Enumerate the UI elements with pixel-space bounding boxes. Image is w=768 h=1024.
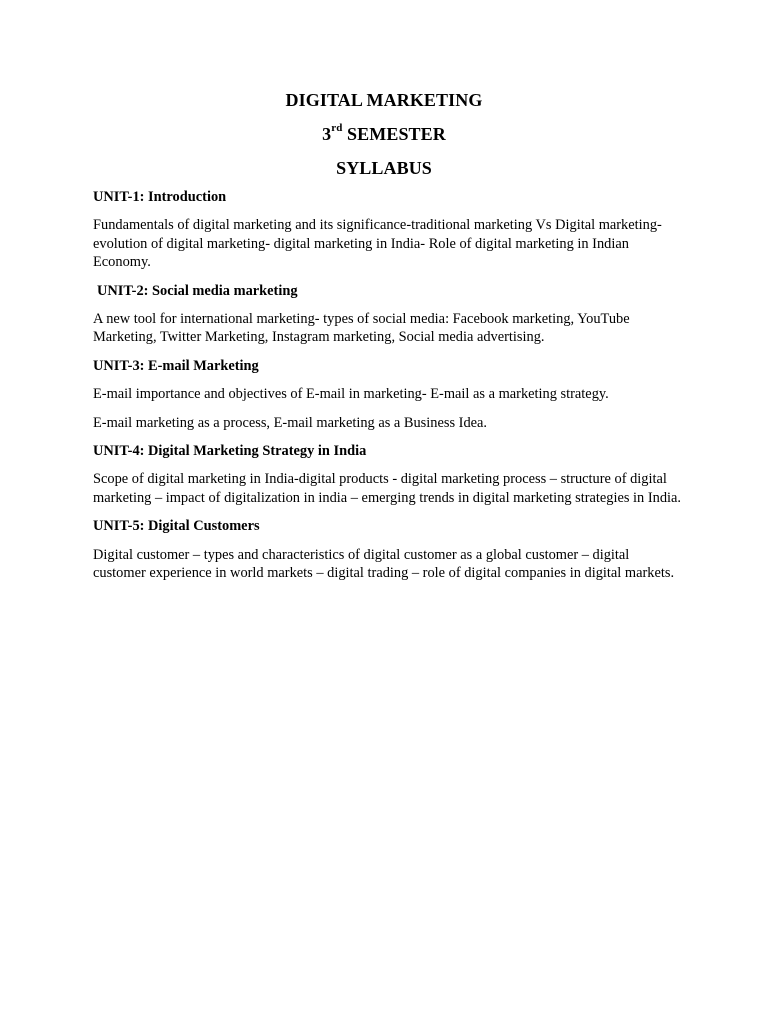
unit-5-paragraph: Digital customer – types and characteristics of digital customer as a global customer – digital customer experience in world markets – digital trading – role of digital companies in digital markets. <box>93 546 675 582</box>
unit-3-paragraph-2: E-mail marketing as a process, E-mail marketing as a Business Idea. <box>93 414 488 431</box>
semester-heading <box>0 123 768 145</box>
document-title: DIGITAL MARKETING <box>285 90 483 110</box>
unit-4-paragraph: Scope of digital marketing in India-digital products - digital marketing process – structure of digital marketing – impact of digitalization in india – emerging trends in digital marketing strategies in India. <box>93 471 682 506</box>
unit-1-heading: UNIT-1: Introduction <box>93 189 227 205</box>
semester-ordinal-suffix: rd <box>331 122 343 134</box>
unit-2-paragraph: A new tool for international marketing- types of social media: Facebook marketing, YouTube Marketing, Twitter Marketing, Instagram marketing, Social media advertising. <box>93 311 630 346</box>
unit-3-heading: UNIT-3: E-mail Marketing <box>93 357 259 374</box>
semester-number: 3 <box>322 124 332 144</box>
unit-1-paragraph: Fundamentals of digital marketing and its significance-traditional marketing Vs Digital marketing- evolution of digital marketing- digital marketing in India- Role of digital marketing in Indian Economy. <box>93 217 662 271</box>
unit-5-heading: UNIT-5: Digital Customers <box>93 518 260 535</box>
semester-word: SEMESTER <box>347 124 446 144</box>
unit-2-heading: UNIT-2: Social media marketing <box>97 282 298 299</box>
unit-4-heading: UNIT-4: Digital Marketing Strategy in India <box>93 443 367 460</box>
syllabus-content <box>93 188 683 583</box>
unit-3-paragraph-1: E-mail importance and objectives of E-mail in marketing- E-mail as a marketing strategy. <box>93 386 609 403</box>
document-subtitle: SYLLABUS <box>336 158 432 178</box>
